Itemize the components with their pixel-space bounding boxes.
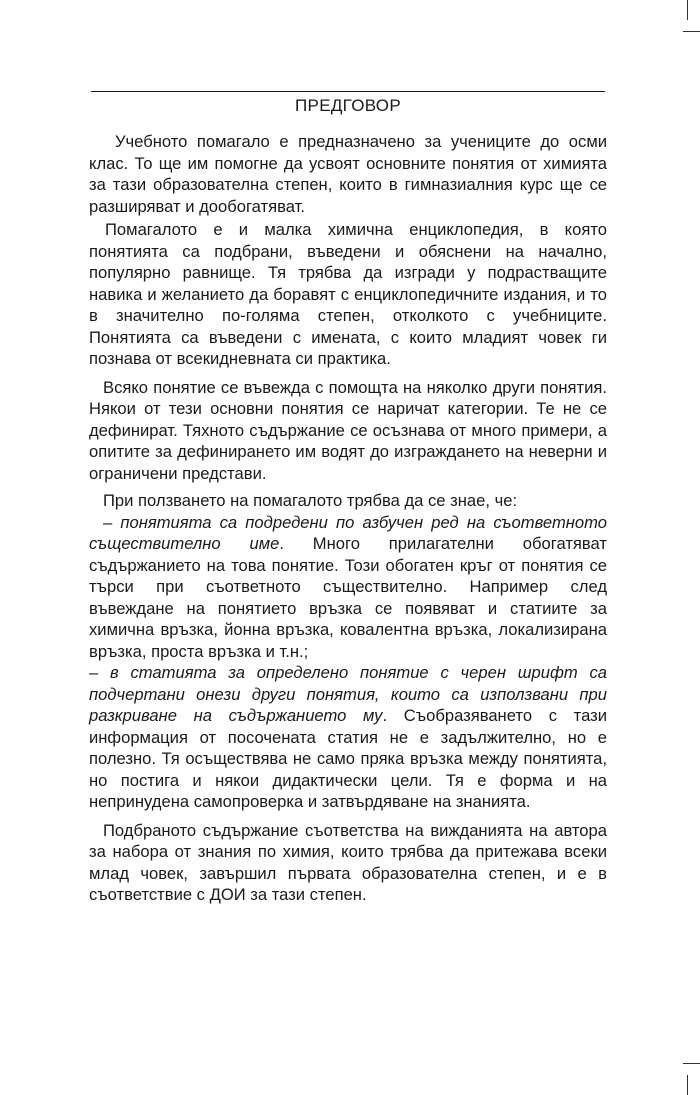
paragraph-bold-concepts <box>89 662 607 813</box>
paragraph-purpose: Учебното помагало е предназначено за учениците до осми клас. То ще им помогне да усвоят основните понятия от химията за тази образователна степен, които в гимназиалния курс ще се разширяват и дообогатяват. <box>89 132 607 216</box>
paragraph-alphabetical-order <box>89 512 607 663</box>
crop-mark-bottom-horizontal <box>683 1063 700 1064</box>
paragraph-usage-intro: При ползването на помагалото трябва да се знае, че: <box>103 491 518 510</box>
page-title: ПРЕДГОВОР <box>295 96 401 115</box>
crop-mark-bottom-vertical <box>687 1075 688 1095</box>
paragraph-bold-concepts-text: . Съобразяването с тази информация от посочената статия не е задължително, но е полезно. Тя осъществява не само пряка връзка между понятията, но постига и някои дидактически цели. Тя е форма и на непринудена самопроверка и затвърдяване на знанията. <box>89 706 607 811</box>
crop-mark-top-vertical <box>687 0 688 20</box>
paragraph-categories: Всяко понятие се въвежда с помощта на няколко други понятия. Някои от тези основни понятия се наричат категории. Те не се дефинират. Тяхното съдържание се осъзнава от много примери, а опитите за дефинирането им водят до изграждането на неверни и ограничени представи. <box>89 377 607 483</box>
header-rule <box>91 91 605 92</box>
crop-mark-top-horizontal <box>683 31 700 32</box>
emphasis-alphabetical-order: – понятията са подредени по азбучен ред на съответното съществително име <box>89 512 607 553</box>
body-text <box>89 131 607 906</box>
paragraph-alphabetical-order-text: . Много прилагателни обогатяват съдържанието на това понятие. Този обогатен кръг от понятия се търси при съответното съществително. Например след въвеждане на понятието връзка се появяват и статиите за химична връзка, йонна връзка, ковалентна връзка, локализирана връзка, проста връзка и т.н.; <box>89 534 607 661</box>
paragraph-encyclopedia: Помагалото е и малка химична енциклопедия, в която понятията са подбрани, въведени и обяснени на начално, популярно равнище. Тя трябва да изгради у подрастващите навика и желанието да боравят с енциклопедичните издания, и то в значително по-голяма степен, отколкото с учебниците. Понятията са въведени с имената, с които младият човек ги познава от всекидневната си практика. <box>89 220 607 368</box>
paragraph-content-scope: Подбраното съдържание съответства на вижданията на автора за набора от знания по химия, които трябва да притежава всеки млад човек, завършил първата образователна степен, и е в съответствие с ДОИ за тази степен. <box>89 820 607 904</box>
emphasis-bold-concepts: – в статията за определено понятие с черен шрифт са подчертани онези други понятия, които са използвани при разкриване на съдържанието му <box>89 663 607 725</box>
